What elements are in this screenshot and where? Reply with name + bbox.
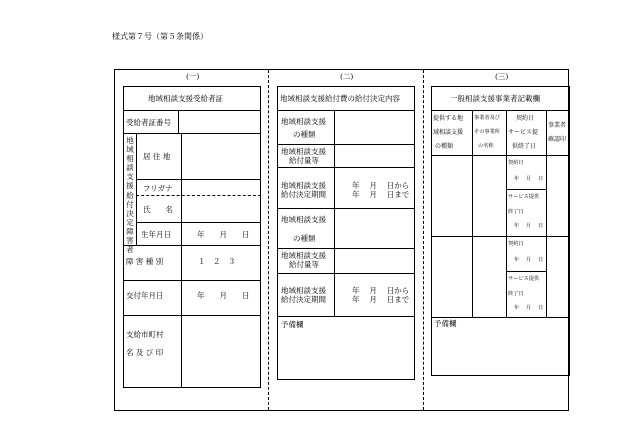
period-to: 年 月 日まで [352,190,410,199]
panel1-header: (一) [186,72,200,81]
row2-service-end-line1: サービス提供 [508,276,540,282]
service-type-label-2: の種類 [293,130,316,139]
col-provider-line1: 事業者及び [474,115,500,121]
row1-service-end-line2: 終了日 [508,209,524,215]
service-type-label-1: 地域相談支援 [281,117,326,126]
period-from-b: 年 月 日から [352,286,410,295]
col-service-type-line2: 域相談支援 [433,129,464,136]
period-label-2: 給付決定期間 [281,190,326,199]
birthdate-value: 年 月 日 [197,230,250,239]
amount-label-1: 地域相談支援 [281,147,326,156]
birthdate-label: 生年月日 [141,230,171,239]
period-to-b: 年 月 日まで [352,295,410,304]
col-contract-line3: 供終了日 [512,143,537,150]
fold-line-1 [268,70,269,410]
row1-contract-value: 年 月 日 [514,176,544,182]
col-confirm-line2: 確認印 [548,136,567,143]
name-label: 氏 名 [143,205,173,214]
panel1-title: 地域相談支援受給者証 [148,94,223,103]
period-from: 年 月 日から [352,181,410,190]
row1-service-end-line1: サービス提供 [508,194,540,200]
period-label-2b: 給付決定期間 [281,295,326,304]
recipient-vertical-label: 地域相談支援給付決定障害者 [126,136,134,255]
panel3-header: (三) [495,72,509,81]
row2-contract-value: 年 月 日 [514,257,544,263]
furigana-label: フリガナ [143,184,173,193]
recipient-number-label: 受給者証番号 [126,118,171,127]
remarks-label-panel2: 予備欄 [281,320,304,329]
row1-contract-label: 契約日 [508,160,524,166]
municipality-label-line2: 名 及 び 印 [126,348,164,357]
col-service-type-line1: 提供する地 [433,115,464,122]
col-provider-line3: の名称 [478,143,494,149]
amount-label-2b: 給付量等 [289,260,319,269]
row2-contract-label: 契約日 [508,241,524,247]
col-confirm-line1: 事業者 [548,122,567,129]
amount-label-2: 給付量等 [289,156,319,165]
issue-date-value: 年 月 日 [197,291,250,300]
col-contract-line1: 契約日 [516,115,535,122]
disability-type-value: １ ２ ３ [198,257,236,266]
issue-date-label: 交付年月日 [126,291,164,300]
period-label-1: 地域相談支援 [281,181,326,190]
fold-line-2 [423,70,424,410]
form-number-title: 様式第７号（第５条関係） [112,32,208,41]
disability-type-label: 障 害 種 別 [126,257,164,266]
panel2-title: 地域相談支援給付費の給付決定内容 [280,94,400,103]
col-contract-line2: サービス提 [508,129,539,136]
period-label-1b: 地域相談支援 [281,286,326,295]
row2-service-end-value: 年 月 日 [514,305,544,311]
municipality-label-line1: 支給市町村 [126,330,164,339]
panel3-title: 一般相談支援事業者記載欄 [450,94,540,103]
col-service-type-line3: の種類 [435,143,454,150]
col-provider-line2: その事業所 [474,129,500,135]
remarks-label-panel3: 予備欄 [434,319,457,328]
address-label: 居 住 地 [143,152,171,161]
panel2-header: (二) [340,72,354,81]
amount-label-1b: 地域相談支援 [281,251,326,260]
service-type-label-2b: の種類 [293,234,316,243]
service-type-label-1b: 地域相談支援 [281,215,326,224]
row1-service-end-value: 年 月 日 [514,223,544,229]
row2-service-end-line2: 終了日 [508,291,524,297]
